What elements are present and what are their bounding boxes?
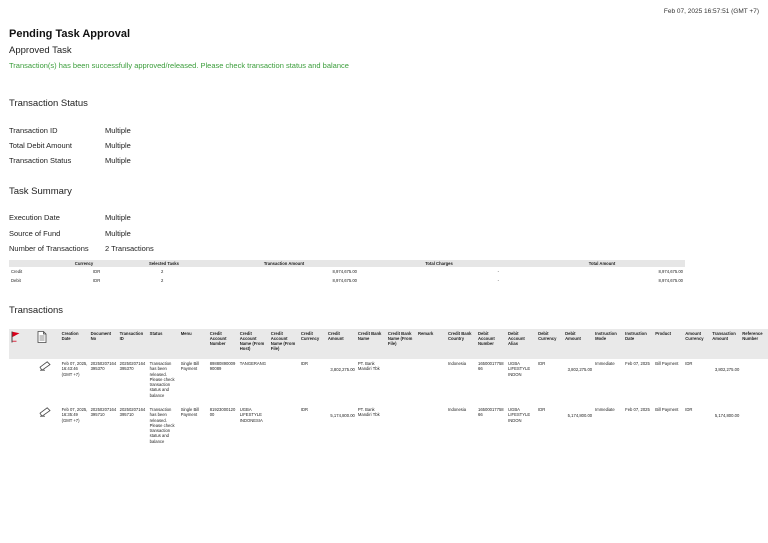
- success-message: Transaction(s) has been successfully approved/released. Please check transaction status and balance: [9, 61, 349, 70]
- summary-header: Total Charges: [359, 260, 519, 267]
- cell-credit-account-number: 8192300012000: [209, 407, 236, 418]
- kv-label: Number of Transactions: [9, 244, 89, 253]
- page-title: Pending Task Approval: [9, 28, 131, 40]
- cell-remark: [416, 405, 446, 453]
- summary-cell: 8,974,675.00: [658, 269, 683, 274]
- cell-transaction-amount: 3,802,275.00: [714, 367, 740, 372]
- cell-status: Transaction has been released. Please check transaction status and balance: [149, 361, 175, 398]
- row-select-cell: [9, 405, 35, 453]
- column-header[interactable]: Product: [654, 329, 684, 359]
- summary-cell: -: [497, 269, 499, 274]
- task-summary-row: [9, 213, 131, 222]
- transactions-title: Transactions: [9, 305, 64, 316]
- kv-value: Multiple: [105, 213, 131, 222]
- cell-credit-currency: IDR: [300, 407, 309, 412]
- column-header[interactable]: Status: [148, 329, 179, 359]
- summary-cell: IDR: [93, 278, 101, 283]
- summary-cell: Credit: [11, 269, 23, 274]
- row-action-cell: [35, 405, 60, 453]
- kv-value: Multiple: [105, 156, 131, 165]
- flag-icon[interactable]: [11, 331, 20, 343]
- column-header[interactable]: Credit Account Name (From File): [269, 329, 299, 359]
- cell-debit-amount: 5,174,800.00: [567, 413, 593, 418]
- cell-amount-currency: IDR: [685, 407, 693, 412]
- cell-credit-bank-name-file: [386, 405, 416, 453]
- cell-credit-amount: 5,174,800.00: [330, 413, 355, 418]
- summary-header: [9, 260, 49, 267]
- cell-reference-number: [741, 359, 768, 405]
- cell-remark: [416, 359, 446, 405]
- kv-value: 2 Transactions: [105, 244, 154, 253]
- task-summary-table: [9, 260, 685, 285]
- row-action-cell: [35, 359, 60, 405]
- column-header[interactable]: Transaction Amount: [711, 329, 741, 359]
- cell-credit-bank-name: PT. Bank Mandiri Tbk: [357, 361, 380, 372]
- cell-credit-account-number: 8988089000990089: [209, 361, 236, 372]
- summary-cell: 8,974,675.00: [658, 278, 683, 283]
- column-header[interactable]: Credit Amount: [326, 329, 356, 359]
- cell-credit-amount: 3,802,275.00: [330, 367, 355, 372]
- kv-value: Multiple: [105, 229, 131, 238]
- cell-debit-currency: IDR: [538, 361, 546, 366]
- kv-label: Transaction ID: [9, 126, 58, 135]
- cell-status: Transaction has been released. Please check transaction status and balance: [149, 407, 175, 444]
- summary-header: Selected Tasks: [119, 260, 209, 267]
- kv-label: Total Debit Amount: [9, 141, 72, 150]
- summary-cell: 8,974,675.00: [332, 269, 357, 274]
- cell-document-no: 20250207164395710: [90, 407, 117, 418]
- transactions-table: [9, 329, 768, 453]
- cell-debit-account-number: 1650001775866: [478, 407, 504, 418]
- summary-header: Total Amount: [519, 260, 685, 267]
- cell-menu: Single Bill Payment: [180, 361, 200, 372]
- column-header[interactable]: Credit Currency: [299, 329, 326, 359]
- column-header[interactable]: Credit Account Number: [208, 329, 238, 359]
- cell-creation-date: Feb 07, 2025, 16:43:46 (GMT +7): [61, 361, 88, 377]
- transaction-status-row: [9, 141, 131, 150]
- summary-header: Currency: [49, 260, 119, 267]
- task-summary-title: Task Summary: [9, 186, 72, 197]
- column-header[interactable]: Reference Number: [741, 329, 768, 359]
- summary-cell: -: [497, 278, 499, 283]
- column-header[interactable]: Document No: [89, 329, 118, 359]
- cell-credit-bank-name: PT. Bank Mandiri Tbk: [357, 407, 380, 418]
- column-header[interactable]: Debit Account Alias: [507, 329, 537, 359]
- document-icon[interactable]: [37, 331, 47, 344]
- cell-product: Bill Payment: [655, 361, 679, 366]
- cell-debit-currency: IDR: [538, 407, 546, 412]
- transactions-header-row: [9, 329, 768, 359]
- transaction-status-row: [9, 126, 131, 135]
- cell-product: Bill Payment: [655, 407, 679, 412]
- cell-creation-date: Feb 07, 2025, 16:35:49 (GMT +7): [61, 407, 88, 423]
- header-datetime: Feb 07, 2025 16:57:51 (GMT +7): [663, 8, 759, 15]
- column-header[interactable]: Menu: [179, 329, 208, 359]
- task-summary-row: [9, 244, 154, 253]
- cell-debit-account-number: 1650001775866: [478, 361, 504, 372]
- cell-credit-account-name-file: [269, 359, 299, 405]
- cell-credit-currency: IDR: [300, 361, 309, 366]
- task-summary-row: [9, 229, 131, 238]
- cell-document-no: 20250207164395370: [90, 361, 117, 372]
- cell-amount-currency: IDR: [685, 361, 693, 366]
- column-header[interactable]: Instruction Date: [624, 329, 654, 359]
- cell-instruction-mode: Immediate: [595, 361, 615, 366]
- summary-cell: 2: [161, 278, 164, 283]
- cell-credit-account-name-host: UGBA LIFESTYLE INDONESIA: [239, 407, 263, 423]
- kv-label: Source of Fund: [9, 229, 61, 238]
- cell-instruction-mode: Immediate: [595, 407, 615, 412]
- page-subtitle: Approved Task: [9, 45, 72, 56]
- column-header[interactable]: Credit Bank Name: [356, 329, 386, 359]
- column-header[interactable]: Instruction Mode: [594, 329, 624, 359]
- kv-value: Multiple: [105, 141, 131, 150]
- cell-debit-account-alias: UGBA LIFESTYLE INDON: [508, 361, 531, 377]
- cell-transaction-id: 20250207164395710: [119, 407, 146, 418]
- summary-header: Transaction Amount: [209, 260, 359, 267]
- column-header[interactable]: Debit Amount: [564, 329, 594, 359]
- cell-credit-account-name-host: TANGERANG: [239, 361, 266, 366]
- summary-cell: 8,974,675.00: [332, 278, 357, 283]
- cell-reference-number: [741, 405, 768, 453]
- cell-debit-amount: 3,802,275.00: [567, 367, 593, 372]
- edit-icon[interactable]: [39, 407, 51, 418]
- summary-cell: 2: [161, 269, 164, 274]
- column-header[interactable]: Amount Currency: [684, 329, 711, 359]
- table-row: [9, 359, 768, 405]
- column-header[interactable]: Transaction ID: [118, 329, 148, 359]
- cell-credit-bank-country: Indonesia: [447, 407, 467, 412]
- transaction-status-row: [9, 156, 131, 165]
- column-header[interactable]: Credit Account Name (From Host): [238, 329, 269, 359]
- summary-row: [9, 276, 685, 285]
- cell-credit-account-name-file: [269, 405, 299, 453]
- kv-value: Multiple: [105, 126, 131, 135]
- column-header[interactable]: Credit Bank Country: [446, 329, 476, 359]
- summary-cell: Debit: [11, 278, 21, 283]
- column-header[interactable]: Remark: [416, 329, 446, 359]
- column-header[interactable]: Debit Account Number: [477, 329, 507, 359]
- cell-instruction-date: Feb 07, 2025: [625, 407, 650, 412]
- cell-menu: Single Bill Payment: [180, 407, 200, 418]
- kv-label: Transaction Status: [9, 156, 72, 165]
- row-select-cell: [9, 359, 35, 405]
- cell-instruction-date: Feb 07, 2025: [625, 361, 650, 366]
- table-row: [9, 405, 768, 453]
- flag-column-header: [9, 329, 35, 359]
- column-header[interactable]: Debit Currency: [537, 329, 564, 359]
- summary-header-row: [9, 260, 685, 267]
- column-header[interactable]: Credit Bank Name (From File): [386, 329, 416, 359]
- cell-transaction-amount: 5,174,800.00: [714, 413, 740, 418]
- cell-transaction-id: 20250207164395370: [119, 361, 146, 372]
- summary-row: [9, 267, 685, 276]
- column-header[interactable]: Creation Date: [60, 329, 89, 359]
- cell-credit-bank-country: Indonesia: [447, 361, 467, 366]
- transaction-status-title: Transaction Status: [9, 98, 88, 109]
- kv-label: Execution Date: [9, 213, 60, 222]
- edit-icon[interactable]: [39, 361, 51, 372]
- cell-debit-account-alias: UGBA LIFESTYLE INDON: [508, 407, 531, 423]
- cell-credit-bank-name-file: [386, 359, 416, 405]
- document-column-header: [35, 329, 60, 359]
- summary-cell: IDR: [93, 269, 101, 274]
